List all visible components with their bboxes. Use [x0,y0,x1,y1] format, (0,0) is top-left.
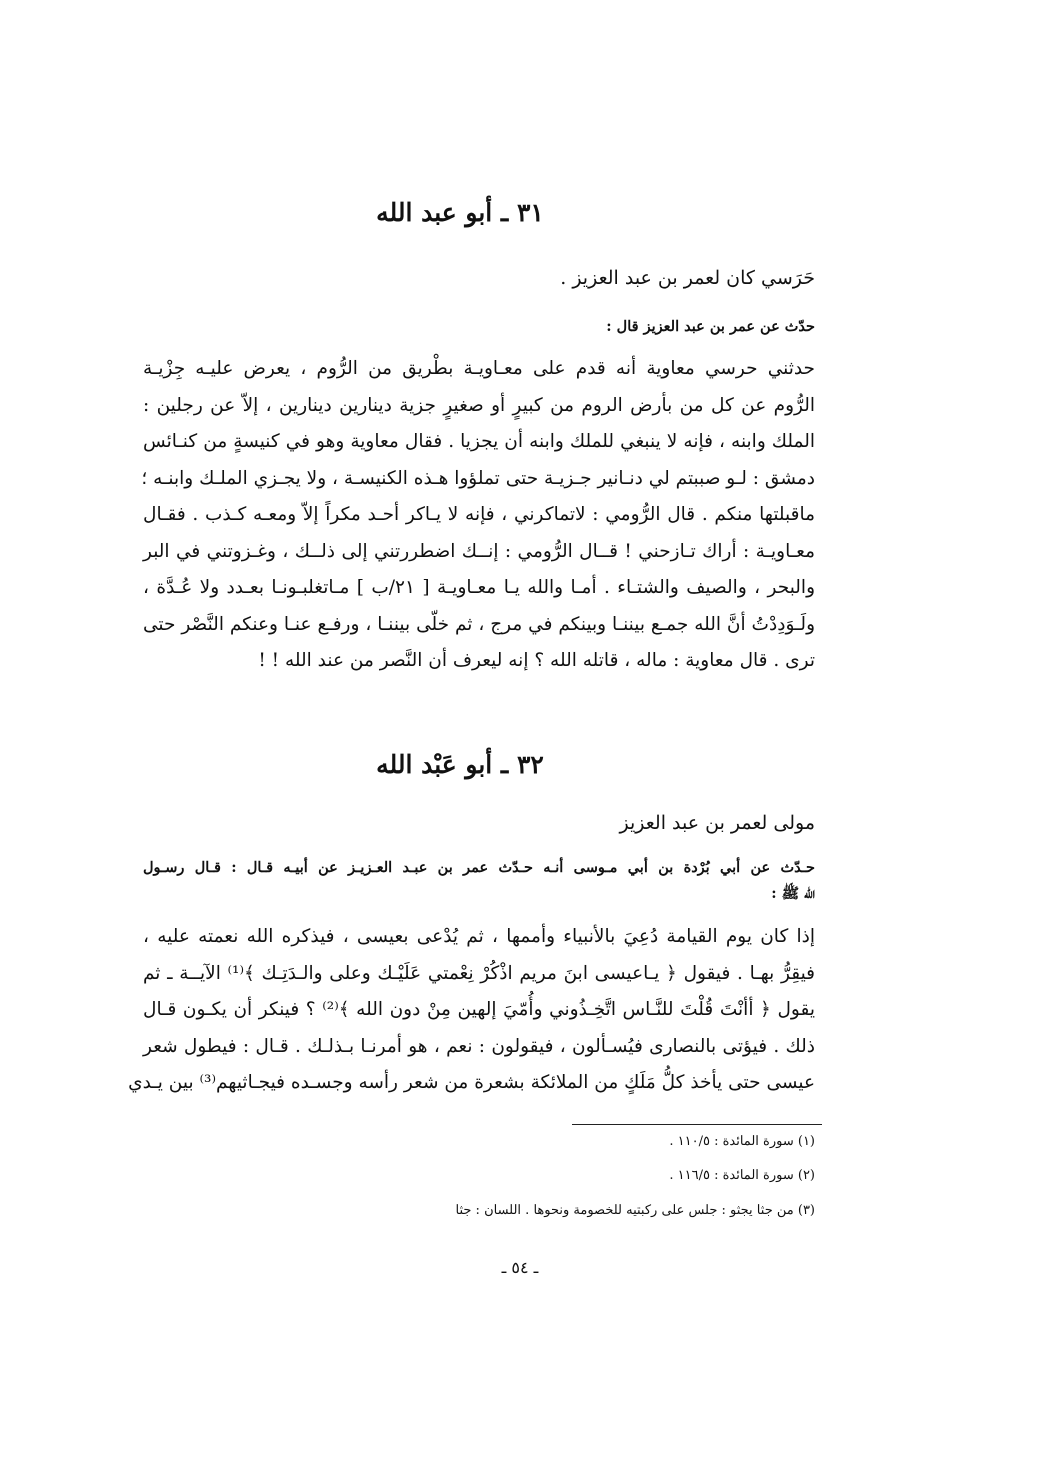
body-line: ولَـوَدِدْتُ أنَّ الله جمـع بيننـا وبينكم في مرج ، ثم خلّى بيننـا ، ورفـع عنـا وعنكم النَّصْر حتى [143,613,815,635]
body-line: عيسى حتى يأخذ كلُّ مَلَكٍ من الملائكة بشعرة من شعر رأسه وجسـده فيجـاثيهم⁽³⁾ بين يـدي [128,1072,815,1093]
body-line: معـاويـة : أراك تـازحني ! قــال الرُّومي : إنــك اضطررتني إلى ذلــك ، وغـزوتني في البر [143,540,815,562]
section-31-body [143,351,815,680]
body-line: فيقِرُّ بهـا . فيقول ﴿ يـاعيسى ابنَ مريم اذْكُرْ نِعْمتي عَلَيْـك وعلى والـدَتِـك ﴾⁽¹⁾ الآيــة ـ ثم [143,962,815,984]
section-31-heading: ٣١ ـ أبو عبد الله [376,198,544,227]
body-line: دمشق : لـو صببتم لي دنـانير جـزيـة حتى تملؤوا هـذه الكنيسـة ، ولا يجـزي الملـك وابنـه ؛ [141,467,815,489]
body-line: حدثني حرسي معاوية أنه قدم على معـاويـة بطْريق من الرُّوم ، يعرض عليـه جِزْيـة [143,358,815,379]
body-line: ماقبلتها منكم . قال الرُّومي : لاتماكرني ، فإنه لا يـاكر أحـد مكراً إلاّ ومعـه كـذب . فقـال [143,504,815,525]
section-32-subtitle: مولى لعمر بن عبد العزيز [619,812,815,834]
section-32-heading: ٣٢ ـ أبو عَبْد الله [376,750,544,779]
body-line: يقول ﴿ أأنْتَ قُلْتَ للنَّـاس اتَّخِـذُوني وأُمّيَ إلهين مِنْ دون الله ﴾⁽²⁾ ؟ فينكر أن يكـون قـال [143,999,815,1020]
section-31-subtitle: حَرَسي كان لعمر بن عبد العزيز . [560,267,815,289]
footnote-2: (٢) سورة المائدة : ١١٦/٥ . [669,1168,815,1183]
section-32-chain [143,855,815,907]
section-31-chain: حدّث عن عمر بن عبد العزيز قال : [606,318,815,335]
body-line: إذا كان يوم القيامة دُعِيَ بالأنبياء وأممها ، ثم يُدْعى بعيسى ، فيذكره الله نعمته عليه ، [143,926,815,947]
body-line: ترى . قال معاوية : ماله ، قاتله الله ؟ إنه ليعرف أن النَّصر من عند الله ! ! [258,650,815,671]
body-line: ذلك . فيؤتى بالنصارى فيُسـألون ، فيقولون : نعم ، هو أمرنـا بـذلـك . قـال : فيطول شعر [143,1035,815,1057]
section-32-body [128,919,815,1102]
page-number: ـ ٥٤ ـ [501,1258,539,1277]
chain-line: حـدّث عن أبي بُرْدة بن أبي مـوسى أنـه حـدّث عمر بن عبـد العـزيـز عن أبيـه قـال : قـال رسـول [143,859,815,876]
footnote-1: (١) سورة المائدة : ١١٠/٥ . [669,1134,815,1149]
footnote-3: (٣) من جثا يجثو : جلس على ركبتيه للخصومة ونحوها . اللسان : جثا [455,1203,815,1218]
body-line: الملك وابنه ، فإنه لا ينبغي للملك وابنه أن يجزيا . فقال معاوية وهو في كنيسةٍ من كنـائس [143,431,815,452]
chain-line: الله ﷺ : [771,885,815,902]
footnote-separator [572,1124,822,1125]
body-line: الرُّوم عن كل من بأرض الروم من كبيرٍ أو صغيرٍ جزية دينارين دينارين ، إلاّ عن رجلين : [143,394,815,416]
body-line: والبحر ، والصيف والشتـاء . أمـا والله يـا معـاويـة [ ٢١/ب ] مـاتغلبـونـا بعـدد ولا عُـدَّة ، [143,577,815,598]
